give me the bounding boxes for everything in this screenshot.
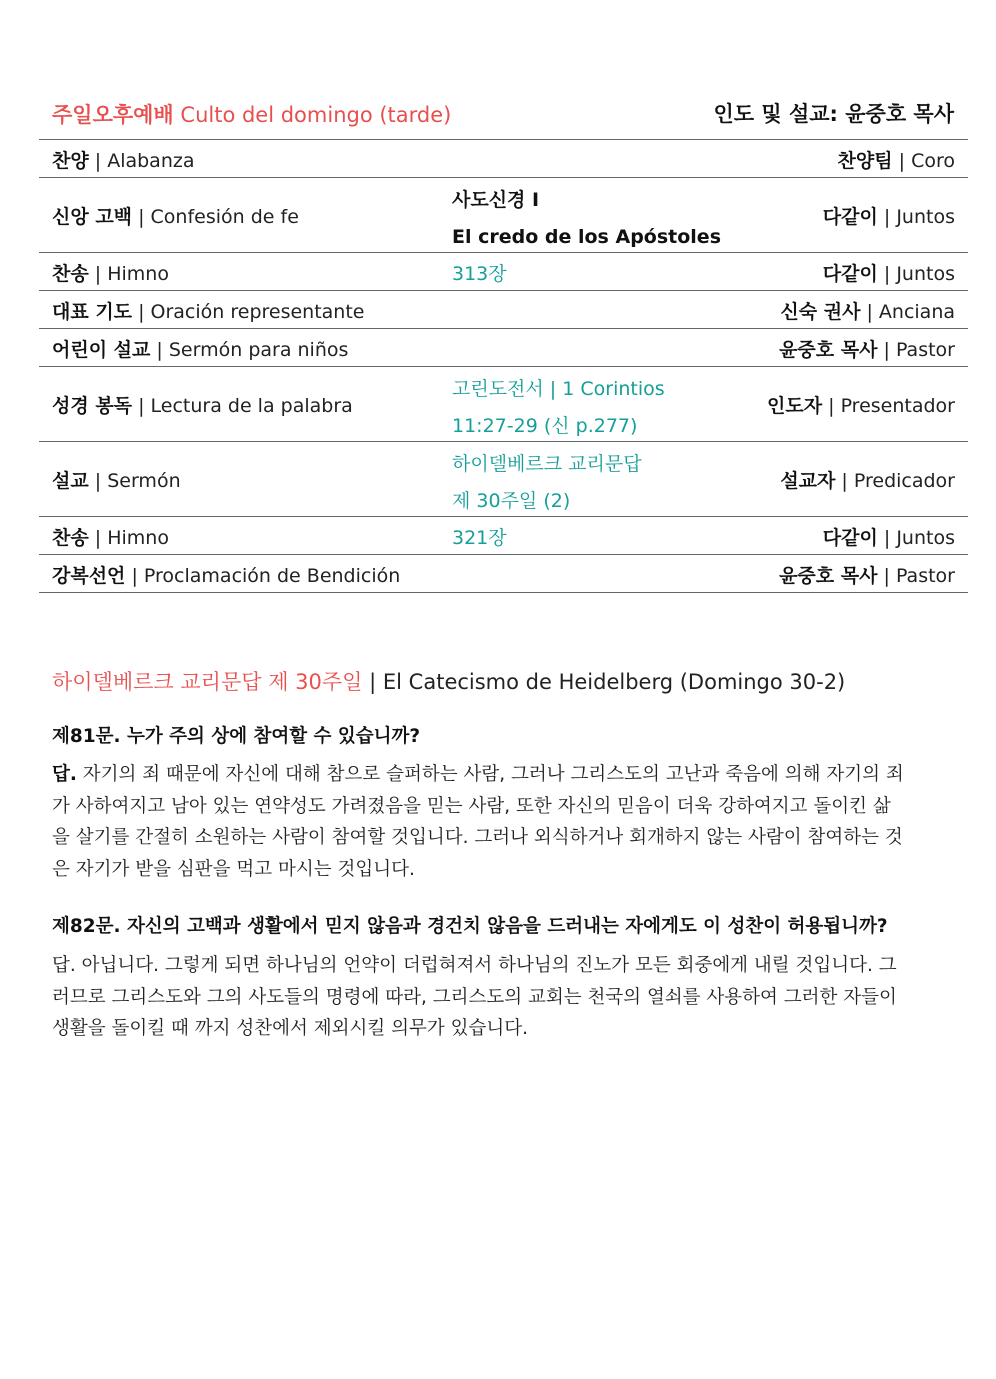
order-detail (452, 446, 642, 520)
participant-korean: 다같이 (822, 206, 878, 228)
answer-label: 답. (52, 764, 77, 785)
order-item-spanish: Sermón (107, 470, 181, 492)
service-title (52, 99, 451, 129)
order-item-korean: 성경 봉독 (52, 395, 133, 417)
service-header (52, 96, 954, 130)
order-participant (823, 259, 955, 286)
order-detail-line: 사도신경 I (452, 189, 540, 211)
answer-line (52, 759, 942, 791)
order-row (39, 367, 968, 442)
separator: | (150, 339, 169, 361)
order-detail-line: 고린도전서 | 1 Corintios (452, 378, 665, 400)
catechism-title (52, 666, 845, 696)
order-participant (779, 561, 955, 588)
order-participant (838, 146, 955, 173)
order-detail-line: 11:27-29 (신 p.277) (452, 415, 638, 437)
service-leader: 인도 및 설교: 윤중호 목사 (713, 102, 954, 126)
order-item (52, 523, 169, 550)
participant-korean: 찬양팀 (837, 150, 893, 172)
participant-spanish: Predicador (853, 470, 955, 492)
order-item-spanish: Proclamación de Bendición (143, 565, 401, 587)
order-row (39, 140, 968, 178)
participant-korean: 설교자 (780, 470, 836, 492)
service-title-korean: 주일오후예배 (52, 103, 174, 127)
separator: | (877, 206, 897, 228)
order-item (52, 391, 353, 418)
order-item-spanish: Himno (107, 527, 169, 549)
order-row (39, 329, 968, 367)
order-detail (452, 371, 665, 445)
order-item (52, 202, 299, 229)
answer-text: 자기의 죄 때문에 자신에 대해 참으로 슬퍼하는 사람, 그러나 그리스도의 고난과 죽음에 의해 자기의 죄 (76, 764, 904, 785)
order-detail-line: 하이델베르크 교리문답 (452, 453, 642, 475)
answer-line: 가 사하여지고 남아 있는 연약성도 가려졌음을 믿는 사람, 또한 자신의 믿음이 더욱 강하여지고 돌이킨 삶 (52, 795, 891, 817)
separator: | (132, 301, 151, 323)
order-item-korean: 설교 (52, 470, 89, 492)
answer-line: 답. 아닙니다. 그렇게 되면 하나님의 언약이 더럽혀져서 하나님의 진노가 모든 회중에게 내릴 것입니다. 그 (52, 955, 897, 976)
order-row (39, 291, 968, 329)
order-row (39, 555, 968, 593)
order-item-korean: 강복선언 (52, 565, 126, 587)
answer-line: 러므로 그리스도와 그의 사도들의 명령에 따라, 그리스도의 교회는 천국의 열쇠를 사용하여 그러한 자들이 (52, 986, 897, 1008)
order-item-spanish: Lectura de la palabra (150, 395, 353, 417)
order-participant (767, 391, 955, 418)
participant-spanish: Juntos (896, 527, 955, 549)
order-item-korean: 찬송 (52, 263, 89, 285)
participant-korean: 윤중호 목사 (779, 565, 878, 587)
participant-spanish: Coro (911, 150, 955, 172)
separator: | (892, 150, 912, 172)
participant-spanish: Pastor (895, 565, 955, 587)
participant-korean: 인도자 (767, 395, 823, 417)
order-item (52, 561, 400, 588)
separator: | (125, 565, 144, 587)
order-participant (823, 523, 955, 550)
order-item-korean: 찬양 (52, 150, 89, 172)
order-participant (780, 466, 955, 493)
order-item-spanish: Oración representante (150, 301, 365, 323)
question-81: 제81문. 누가 주의 상에 참여할 수 있습니까? (52, 726, 421, 747)
separator: | (877, 565, 896, 587)
separator: | (88, 263, 108, 285)
participant-korean: 신숙 권사 (780, 301, 861, 323)
order-participant (823, 202, 955, 229)
order-detail (452, 182, 721, 256)
order-item-spanish: Confesión de fe (150, 206, 299, 228)
separator: | (877, 339, 896, 361)
order-item (52, 146, 194, 173)
participant-spanish: Anciana (878, 301, 955, 323)
order-row (39, 517, 968, 555)
separator: | (860, 301, 879, 323)
order-item (52, 466, 181, 493)
separator: | (877, 263, 897, 285)
order-participant (780, 297, 955, 324)
order-item (52, 259, 169, 286)
separator: | (88, 470, 108, 492)
order-item-spanish: Alabanza (107, 150, 195, 172)
order-participant (779, 335, 955, 362)
separator: | (132, 206, 151, 228)
separator: | (88, 150, 108, 172)
order-row (39, 442, 968, 517)
participant-korean: 다같이 (822, 527, 878, 549)
separator: | (88, 527, 108, 549)
answer-line: 생활을 돌이킬 때 까지 성찬에서 제외시킬 의무가 있습니다. (52, 1018, 528, 1039)
separator: | (132, 395, 151, 417)
order-detail-line: 321장 (452, 527, 507, 549)
participant-spanish: Pastor (895, 339, 955, 361)
separator: | (822, 395, 841, 417)
order-row (39, 253, 968, 291)
order-item-spanish: Himno (107, 263, 169, 285)
question-82: 제82문. 자신의 고백과 생활에서 믿지 않음과 경건치 않음을 드러내는 자에게도 이 성찬이 허용됩니까? (52, 916, 888, 937)
order-detail (452, 523, 507, 550)
separator: | (835, 470, 854, 492)
order-item-spanish: Sermón para niños (168, 339, 349, 361)
order-item-korean: 신앙 고백 (52, 206, 133, 228)
order-detail-line: 제 30주일 (2) (452, 490, 571, 512)
order-item-korean: 어린이 설교 (52, 339, 151, 361)
participant-korean: 윤중호 목사 (779, 339, 878, 361)
participant-spanish: Juntos (896, 206, 955, 228)
service-title-spanish: Culto del domingo (tarde) (180, 103, 452, 127)
order-detail-line: 313장 (452, 263, 507, 285)
order-of-service-table (39, 139, 968, 593)
order-item (52, 335, 348, 362)
order-row (39, 178, 968, 253)
participant-spanish: Juntos (896, 263, 955, 285)
answer-81 (52, 759, 942, 885)
order-item (52, 297, 365, 324)
answer-82 (52, 950, 942, 1045)
participant-korean: 다같이 (822, 263, 878, 285)
separator: | (877, 527, 897, 549)
order-detail-line: El credo de los Apóstoles (452, 226, 721, 248)
catechism-title-korean: 하이델베르크 교리문답 제 30주일 (52, 670, 363, 694)
catechism-title-spanish: | El Catecismo de Heidelberg (Domingo 30-2) (362, 670, 846, 694)
participant-spanish: Presentador (840, 395, 955, 417)
order-item-korean: 찬송 (52, 527, 89, 549)
answer-line: 을 살기를 간절히 소원하는 사람이 참여할 것입니다. 그러나 외식하거나 회개하지 않는 사람이 참여하는 것 (52, 827, 903, 848)
order-item-korean: 대표 기도 (52, 301, 133, 323)
order-detail (452, 259, 507, 286)
answer-line: 은 자기가 받을 심판을 먹고 마시는 것입니다. (52, 858, 415, 880)
